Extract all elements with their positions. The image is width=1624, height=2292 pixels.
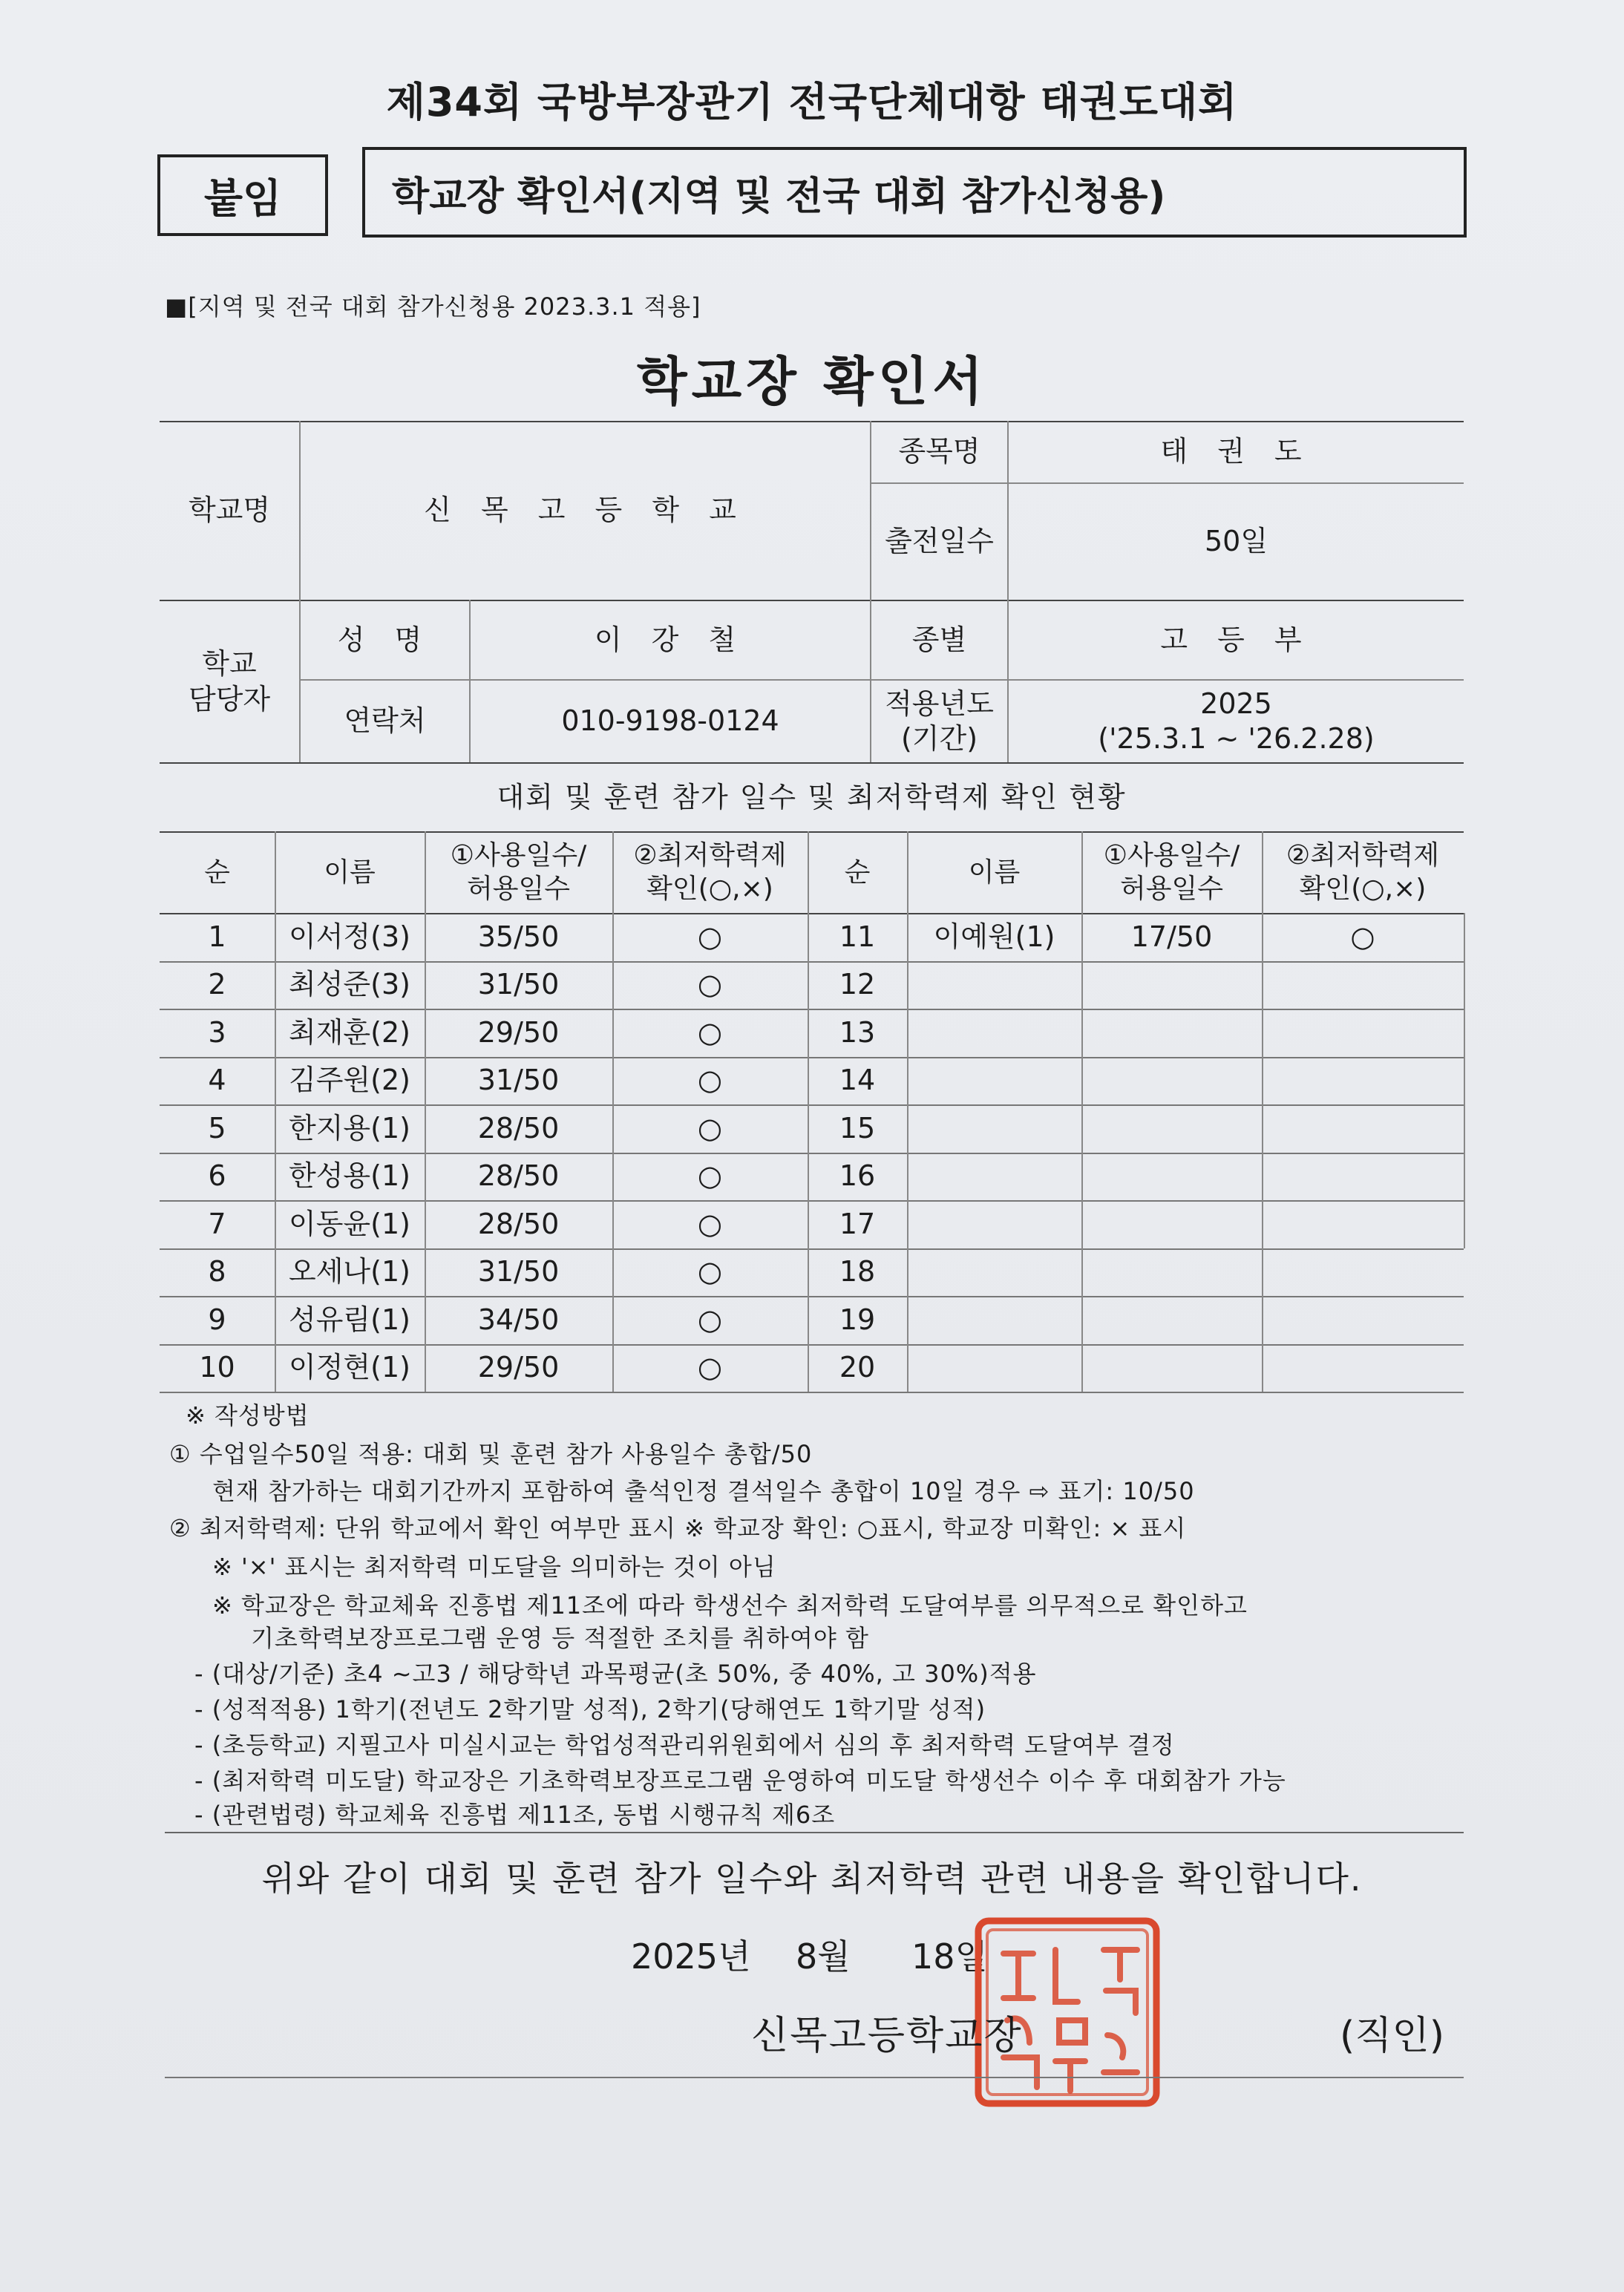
table-cell-days: 29/50 bbox=[477, 1015, 560, 1049]
table-cell-no: 14 bbox=[839, 1064, 876, 1096]
table-cell-days bbox=[1081, 1344, 1262, 1392]
table-cell-name bbox=[907, 1009, 1081, 1057]
method-line: - (성적적용) 1학기(전년도 2학기말 성적), 2학기(당해연도 1학기말 성적) bbox=[194, 1695, 986, 1723]
table-cell-check: ○ bbox=[697, 1064, 723, 1096]
method-line: ※ 학교장은 학교체육 진흥법 제11조에 따라 학생선수 최저학력 도달여부를 의무적으로 확인하고 bbox=[212, 1591, 1248, 1620]
table-header-cell: ②최저학력제 확인(○,×) bbox=[1286, 840, 1440, 904]
contact-label: 연락처 bbox=[344, 704, 426, 738]
table-cell-check bbox=[1262, 1200, 1464, 1248]
table-cell-check bbox=[1262, 1248, 1464, 1297]
table-cell-days bbox=[1081, 1296, 1262, 1344]
grid-line bbox=[160, 1200, 1464, 1202]
year-value: 2025 bbox=[1200, 687, 1272, 720]
table-cell-name bbox=[907, 1248, 1081, 1297]
grid-line bbox=[808, 831, 809, 1392]
document-title: 학교장 확인서 bbox=[636, 351, 988, 412]
table-cell-name: 한지용(1) bbox=[289, 1111, 410, 1145]
form-note: ■[지역 및 전국 대회 참가신청용 2023.3.1 적용] bbox=[165, 292, 701, 321]
table-cell-check: ○ bbox=[697, 1207, 723, 1240]
table-cell-name: 한성용(1) bbox=[289, 1159, 410, 1192]
table-cell-check: ○ bbox=[697, 1015, 723, 1049]
grid-line bbox=[425, 831, 426, 1392]
table-cell-name: 이예원(1) bbox=[933, 920, 1055, 953]
table-cell-check bbox=[1262, 1296, 1464, 1344]
contact-value: 010-9198-0124 bbox=[561, 704, 779, 738]
table-cell-name bbox=[907, 961, 1081, 1009]
table-cell-days: 28/50 bbox=[477, 1159, 560, 1192]
table-cell-name bbox=[907, 1344, 1081, 1392]
table-header-cell: ①사용일수/ 허용일수 bbox=[1103, 840, 1240, 904]
table-cell-name: 성유림(1) bbox=[289, 1303, 410, 1336]
year-label: 적용년도 (기간) bbox=[885, 687, 994, 755]
table-header-cell: 이름 bbox=[968, 857, 1021, 888]
table-cell-no: 8 bbox=[208, 1255, 226, 1288]
table-cell-days: 28/50 bbox=[477, 1111, 560, 1145]
table-cell-check: ○ bbox=[697, 1303, 723, 1336]
grid-line bbox=[160, 1057, 1464, 1058]
method-line: ※ '×' 표시는 최저학력 미도달을 의미하는 것이 아님 bbox=[212, 1553, 776, 1581]
table-header-cell: ①사용일수/ 허용일수 bbox=[450, 840, 587, 904]
table-cell-name: 이동윤(1) bbox=[289, 1207, 410, 1240]
table-cell-check: ○ bbox=[697, 920, 723, 953]
status-title: 대회 및 훈련 참가 일수 및 최저학력제 확인 현황 bbox=[497, 781, 1127, 814]
table-header-cell: 순 bbox=[844, 857, 871, 888]
table-cell-days bbox=[1081, 1104, 1262, 1153]
days-label: 출전일수 bbox=[885, 525, 994, 558]
table-cell-name bbox=[907, 1153, 1081, 1201]
category-label: 종별 bbox=[911, 623, 967, 656]
table-cell-days bbox=[1081, 1009, 1262, 1057]
school-name: 신 목 고 등 학 교 bbox=[424, 493, 747, 526]
table-cell-no: 10 bbox=[199, 1351, 235, 1384]
grid-line bbox=[160, 1009, 1464, 1010]
grid-line bbox=[160, 1392, 1464, 1393]
table-cell-days: 17/50 bbox=[1130, 920, 1213, 953]
table-cell-no: 5 bbox=[208, 1111, 226, 1145]
table-cell-name: 김주원(2) bbox=[289, 1064, 410, 1096]
table-cell-no: 4 bbox=[208, 1064, 226, 1096]
grid-line bbox=[160, 1296, 1464, 1297]
table-cell-name bbox=[907, 1296, 1081, 1344]
table-header-cell: ②최저학력제 확인(○,×) bbox=[633, 840, 787, 904]
name-label: 성 명 bbox=[337, 623, 433, 656]
grid-line bbox=[160, 1344, 1464, 1346]
table-cell-days bbox=[1081, 1057, 1262, 1105]
event-title: 제34회 국방부장관기 전국단체대항 태권도대회 bbox=[386, 79, 1238, 125]
table-cell-no: 12 bbox=[839, 968, 876, 1001]
table-cell-days: 31/50 bbox=[477, 1064, 560, 1096]
table-cell-name bbox=[907, 1104, 1081, 1153]
table-cell-name: 오세나(1) bbox=[289, 1255, 410, 1288]
table-cell-no: 20 bbox=[839, 1351, 876, 1384]
table-cell-no: 11 bbox=[839, 920, 876, 953]
table-cell-no: 6 bbox=[208, 1159, 226, 1192]
attachment-label: 붙임 bbox=[157, 154, 328, 236]
form-heading: 학교장 확인서(지역 및 전국 대회 참가신청용) bbox=[362, 147, 1467, 238]
table-cell-days: 29/50 bbox=[477, 1351, 560, 1384]
grid-line bbox=[1262, 831, 1263, 1392]
grid-line bbox=[160, 913, 1464, 914]
grid-line bbox=[612, 831, 614, 1392]
days-value: 50일 bbox=[1204, 525, 1268, 558]
table-cell-days bbox=[1081, 1248, 1262, 1297]
table-header-cell: 이름 bbox=[324, 857, 376, 888]
grid-line bbox=[275, 831, 276, 1392]
table-cell-check: ○ bbox=[697, 1159, 723, 1192]
table-cell-no: 3 bbox=[208, 1015, 226, 1049]
date-month: 8월 bbox=[796, 1936, 851, 1977]
table-cell-days: 34/50 bbox=[477, 1303, 560, 1336]
grid-line bbox=[1081, 831, 1083, 1392]
table-cell-name bbox=[907, 1200, 1081, 1248]
table-cell-no: 13 bbox=[839, 1015, 876, 1049]
table-cell-no: 17 bbox=[839, 1207, 876, 1240]
year-period: ('25.3.1 ~ '26.2.28) bbox=[1098, 722, 1375, 755]
principal-name: 신목고등학교장 bbox=[751, 2014, 1023, 2058]
table-cell-name bbox=[907, 1057, 1081, 1105]
table-cell-check: ○ bbox=[697, 968, 723, 1001]
seal-label: (직인) bbox=[1340, 2014, 1445, 2058]
grid-line bbox=[160, 961, 1464, 963]
table-cell-check bbox=[1262, 1104, 1464, 1153]
method-line: - (초등학교) 지필고사 미실시교는 학업성적관리위원회에서 심의 후 최저학력 도달여부 결정 bbox=[194, 1731, 1175, 1759]
grid-line bbox=[907, 831, 908, 1392]
table-cell-name: 이정현(1) bbox=[289, 1351, 410, 1384]
method-line: - (대상/기준) 초4 ~고3 / 해당학년 과목평균(초 50%, 중 40%, 고 30%)적용 bbox=[194, 1660, 1037, 1688]
table-cell-check bbox=[1262, 1153, 1464, 1201]
category-value: 고 등 부 bbox=[1160, 623, 1312, 656]
table-cell-days bbox=[1081, 1200, 1262, 1248]
table-cell-no: 16 bbox=[839, 1159, 876, 1192]
method-title: ※ 작성방법 bbox=[186, 1401, 310, 1430]
method-line: 현재 참가하는 대회기간까지 포함하여 출석인정 결석일수 총합이 10일 경우 ⇨ 표기: 10/50 bbox=[212, 1477, 1195, 1505]
table-cell-check bbox=[1262, 961, 1464, 1009]
sport-label: 종목명 bbox=[898, 434, 980, 468]
confirmation-text: 위와 같이 대회 및 훈련 참가 일수와 최저학력 관련 내용을 확인합니다. bbox=[261, 1859, 1363, 1899]
table-cell-no: 2 bbox=[208, 968, 226, 1001]
table-cell-check bbox=[1262, 1009, 1464, 1057]
method-line: - (최저학력 미도달) 학교장은 기초학력보장프로그램 운영하여 미도달 학생선수 이수 후 대회참가 가능 bbox=[194, 1767, 1286, 1795]
table-cell-check bbox=[1262, 1344, 1464, 1392]
method-line: 기초학력보장프로그램 운영 등 적절한 조치를 취하여야 함 bbox=[251, 1624, 869, 1652]
table-header-cell: 순 bbox=[204, 857, 230, 888]
table-cell-days: 31/50 bbox=[477, 968, 560, 1001]
table-cell-days bbox=[1081, 1153, 1262, 1201]
grid-line bbox=[160, 831, 1464, 833]
method-line: - (관련법령) 학교체육 진흥법 제11조, 동법 시행규칙 제6조 bbox=[194, 1801, 836, 1829]
table-cell-check: ○ bbox=[1350, 920, 1375, 953]
date-year: 2025년 bbox=[631, 1936, 751, 1977]
table-cell-days: 31/50 bbox=[477, 1255, 560, 1288]
table-cell-check: ○ bbox=[697, 1351, 723, 1384]
table-cell-name: 최성준(3) bbox=[289, 968, 410, 1001]
table-cell-check bbox=[1262, 1057, 1464, 1105]
date-day: 18일 bbox=[911, 1936, 988, 1977]
grid-line bbox=[160, 1104, 1464, 1106]
table-cell-days bbox=[1081, 961, 1262, 1009]
year-cell bbox=[1009, 681, 1464, 762]
table-cell-days: 28/50 bbox=[477, 1207, 560, 1240]
table-cell-check: ○ bbox=[697, 1255, 723, 1288]
table-cell-name: 이서정(3) bbox=[289, 920, 410, 953]
table-cell-no: 7 bbox=[208, 1207, 226, 1240]
name-value: 이 강 철 bbox=[594, 623, 747, 656]
sport-value: 태 권 도 bbox=[1160, 434, 1312, 468]
method-line: ① 수업일수50일 적용: 대회 및 훈련 참가 사용일수 총합/50 bbox=[169, 1440, 813, 1468]
table-cell-no: 1 bbox=[208, 920, 226, 953]
grid-line bbox=[1464, 913, 1465, 1248]
grid-line bbox=[160, 1153, 1464, 1154]
table-cell-name: 최재훈(2) bbox=[289, 1015, 410, 1049]
staff-label: 학교 담당자 bbox=[188, 647, 271, 716]
grid-line bbox=[160, 1248, 1464, 1250]
school-label: 학교명 bbox=[188, 493, 271, 526]
table-cell-no: 9 bbox=[208, 1303, 226, 1336]
method-line: ② 최저학력제: 단위 학교에서 확인 여부만 표시 ※ 학교장 확인: ○표시, 학교장 미확인: × 표시 bbox=[169, 1514, 1187, 1542]
table-cell-no: 15 bbox=[839, 1111, 876, 1145]
table-cell-days: 35/50 bbox=[477, 920, 560, 953]
table-cell-no: 19 bbox=[839, 1303, 876, 1336]
table-cell-check: ○ bbox=[697, 1111, 723, 1145]
table-cell-no: 18 bbox=[839, 1255, 876, 1288]
